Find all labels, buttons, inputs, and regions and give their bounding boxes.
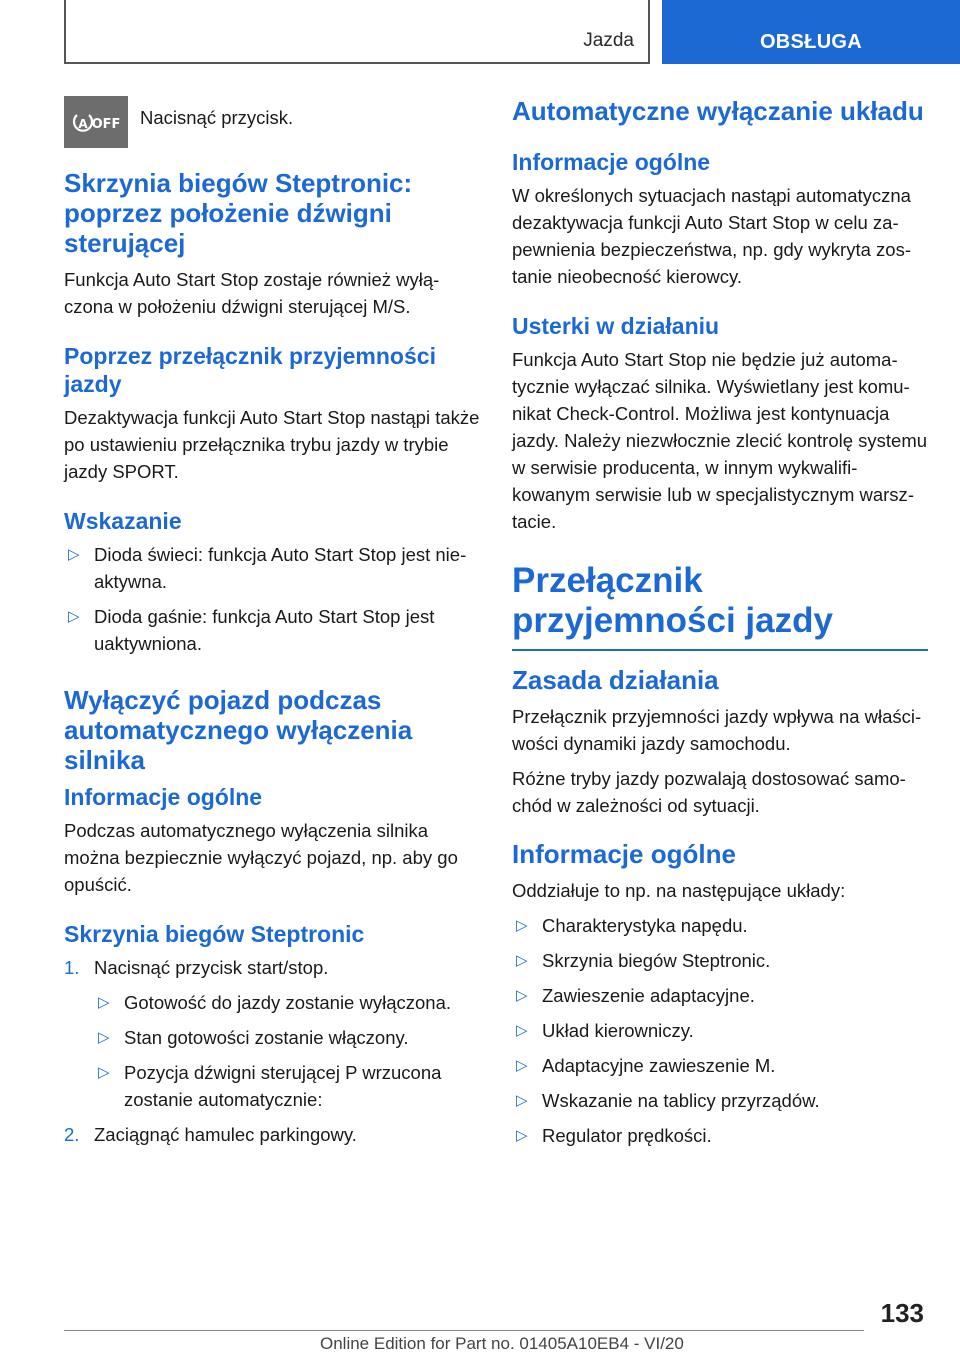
heading-switch-off-vehicle: Wyłączyć pojazd podczas automatycznego wyłączenia silnika [64, 685, 413, 775]
edition-info: Online Edition for Part no. 01405A10EB4 - VI/20 [320, 1334, 684, 1353]
paragraph-automatic-deactivation: W określonych sytuacjach nastąpi automatyczna dezaktywacja funkcji Auto Start Stop w celu zapewnienia bezpieczeństwa, np. gdy wykryta zostanie nieobecność kierowcy. [512, 185, 911, 287]
steps-list [64, 954, 480, 1148]
off-label: OFF [91, 117, 121, 132]
right-column [512, 96, 928, 1157]
triangle-bullet-icon: ▷ [68, 608, 80, 625]
list-item: ▷ Pozycja dźwigni sterującej P wrzucona zostanie automatycznie: [94, 1059, 480, 1113]
paragraph-malfunction: Funkcja Auto Start Stop nie będzie już automatycznie wyłączać silnika. Wyświetlany jest komunikat Check-Control. Możliwa jest kontynuacja jazdy. Należy niezwłocznie zlecić kontrolę systemu w serwisie producenta, w innym wykwalifikowanym serwisie lub w specjalistycznym warsztacie. [512, 349, 928, 532]
left-column [64, 96, 480, 1156]
list-item: ▷ Gotowość do jazdy zostanie wyłączona. [94, 989, 480, 1016]
step-number: 1. [64, 957, 80, 978]
triangle-bullet-icon: ▷ [516, 987, 528, 1004]
list-item: ▷ Adaptacyjne zawieszenie M. [512, 1052, 928, 1079]
triangle-bullet-icon: ▷ [98, 1029, 110, 1046]
section-tab[interactable] [662, 0, 960, 64]
heading-indicator: Wskazanie [64, 508, 182, 534]
press-button-text: Nacisnąć przycisk. [140, 107, 294, 128]
paragraph-principle-1: Przełącznik przyjemności jazdy wpływa na właściwości dynamiki jazdy samochodu. [512, 706, 922, 754]
step-item: 1. Nacisnąć przycisk start/stop. ▷ Gotowość do jazdy zostanie wyłączona. ▷ Stan gotowości zostanie włączony. ▷ Pozycja dźwigni sterującej P wrzucona zostanie automatycznie: [64, 954, 480, 1113]
list-item: ▷ Stan gotowości zostanie włączony. [94, 1024, 480, 1051]
heading-steptronic: Skrzynia biegów Steptronic [64, 921, 365, 947]
triangle-bullet-icon: ▷ [68, 546, 80, 563]
heading-general-info-3: Informacje ogólne [512, 839, 736, 869]
triangle-bullet-icon: ▷ [516, 1057, 528, 1074]
affected-systems-list [512, 912, 928, 1149]
svg-text:A: A [78, 117, 88, 131]
triangle-bullet-icon: ▷ [516, 1127, 528, 1144]
paragraph-driving-experience-switch: Dezaktywacja funkcji Auto Start Stop nastąpi także po ustawieniu przełącznika trybu jazdy w trybie jazdy SPORT. [64, 407, 480, 482]
list-item: ▷ Regulator prędkości. [512, 1122, 928, 1149]
triangle-bullet-icon: ▷ [98, 994, 110, 1011]
heading-automatic-deactivation: Automatyczne wyłączanie układu [512, 96, 924, 126]
step-item: 2. Zaciągnąć hamulec parkingowy. [64, 1121, 480, 1148]
heading-principle: Zasada działania [512, 665, 719, 695]
auto-start-stop-instruction [64, 96, 480, 148]
triangle-bullet-icon: ▷ [516, 1092, 528, 1109]
list-item: ▷ Charakterystyka napędu. [512, 912, 928, 939]
step-number: 2. [64, 1124, 80, 1145]
chapter-heading-driving-experience-switch: Przełącznik przyjemności jazdy [512, 561, 928, 651]
list-item: ▷ Dioda świeci: funkcja Auto Start Stop jest nieaktywna. [64, 541, 480, 595]
heading-malfunction: Usterki w działaniu [512, 313, 720, 339]
sub-list [94, 989, 480, 1113]
indicator-list [64, 541, 480, 657]
triangle-bullet-icon: ▷ [98, 1064, 110, 1081]
chapter-title: Jazda [583, 30, 634, 51]
heading-general-info: Informacje ogólne [64, 784, 263, 810]
triangle-bullet-icon: ▷ [516, 952, 528, 969]
triangle-bullet-icon: ▷ [516, 1022, 528, 1039]
paragraph-affected-systems: Oddziałuje to np. na następujące układy: [512, 880, 846, 901]
paragraph-principle-2: Różne tryby jazdy pozwalają dostosować samochód w zależności od sytuacji. [512, 768, 906, 816]
heading-general-info-2: Informacje ogólne [512, 149, 711, 175]
heading-driving-experience-switch: Poprzez przełącznik przyjemności jazdy [64, 343, 436, 397]
list-item: ▷ Układ kierowniczy. [512, 1017, 928, 1044]
heading-steptronic-lever: Skrzynia biegów Steptronic: poprzez położenie dźwigni sterującej [64, 168, 413, 258]
section-tab-label: OBSŁUGA [759, 31, 863, 53]
list-item: ▷ Skrzynia biegów Steptronic. [512, 947, 928, 974]
list-item: ▷ Dioda gaśnie: funkcja Auto Start Stop jest uaktywniona. [64, 603, 480, 657]
auto-start-stop-off-icon [64, 96, 128, 148]
list-item: ▷ Wskazanie na tablicy przyrządów. [512, 1087, 928, 1114]
page-number: 133 [880, 1298, 924, 1328]
triangle-bullet-icon: ▷ [516, 917, 528, 934]
header-chapter-box [64, 0, 650, 64]
list-item: ▷ Zawieszenie adaptacyjne. [512, 982, 928, 1009]
paragraph-steptronic-lever: Funkcja Auto Start Stop zostaje również wyłączona w położeniu dźwigni sterującej M/S. [64, 269, 440, 317]
paragraph-switch-off-vehicle: Podczas automatycznego wyłączenia silnika można bezpiecznie wyłączyć pojazd, np. aby go opuścić. [64, 820, 458, 895]
footer-divider [64, 1330, 864, 1331]
